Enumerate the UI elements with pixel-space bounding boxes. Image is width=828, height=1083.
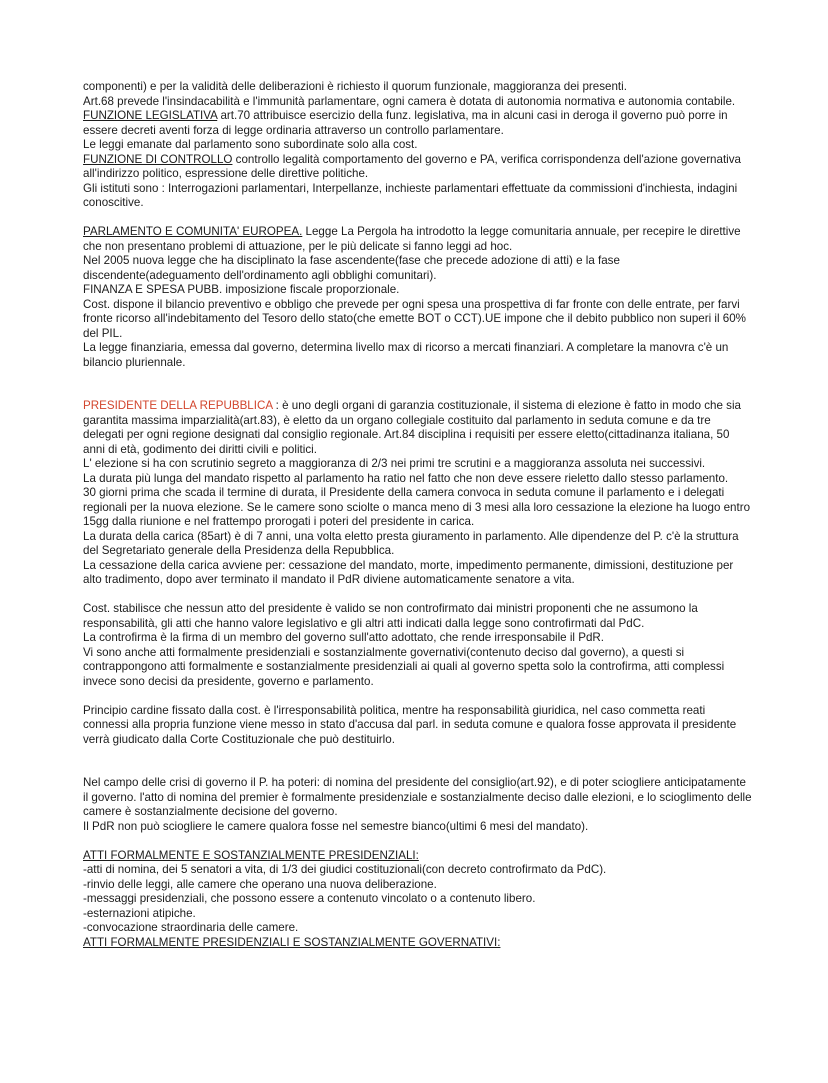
heading-parlamento-ue: PARLAMENTO E COMUNITA' EUROPEA. bbox=[83, 225, 303, 238]
text-funzione-legislativa: art.70 attribuisce esercizio della funz. legislativa, ma in alcuni casi in deroga il governo può porre in essere decreti aventi forza di legge ordinaria attraverso un controllo parlamentare. bbox=[83, 109, 728, 137]
heading-atti-governativi: ATTI FORMALMENTE PRESIDENZIALI E SOSTANZIALMENTE GOVERNATIVI: bbox=[83, 935, 501, 949]
paragraph-controfirma-ministri: Cost. stabilisce che nessun atto del presidente è valido se non controfirmato dai ministri proponenti che ne assumono la responsabilità, gli atti che hanno valore legislativo e gli altri atti indicati dalla legge sono controfirmati dal PdC. bbox=[83, 602, 698, 630]
list-item: -messaggi presidenziali, che possono essere a contenuto vincolato o a contenuto libero. bbox=[83, 892, 536, 905]
document-page bbox=[83, 80, 753, 950]
list-item: -esternazioni atipiche. bbox=[83, 906, 196, 920]
spacer bbox=[83, 747, 753, 776]
paragraph-controfirma: La controfirma è la firma di un membro del governo sull'atto adottato, che rende irresponsabile il PdR. bbox=[83, 631, 604, 644]
paragraph-30-giorni: 30 giorni prima che scada il termine di durata, il Presidente della camera convoca in seduta comune il parlamento e i delegati regionali per la nuova elezione. Se le camere sono sciolte o manca meno di 3 mesi alla loro cessazione la elezione ha luogo entro 15gg dalla riunione e nel frattempo prorogati i poteri del presidente in carica. bbox=[83, 486, 751, 528]
paragraph-atti-presidenziali: Vi sono anche atti formalmente presidenziali e sostanzialmente governativi(contenuto deciso dal governo), a questi si contrappongono atti formalmente e sostanzialmente presidenziali ai quali al governo spetta solo la controfirma, atti complessi invece sono decisi da presidente, governo e parlamento. bbox=[83, 645, 725, 688]
text-funzione-controllo: controllo legalità comportamento del governo e PA, verifica corrispondenza dell'azione governativa all'indirizzo politico, espressione delle direttive politiche. bbox=[83, 152, 741, 180]
paragraph-finanza: FINANZA E SPESA PUBB. imposizione fiscale proporzionale. bbox=[83, 283, 400, 296]
heading-funzione-legislativa: FUNZIONE LEGISLATIVA bbox=[83, 109, 218, 122]
heading-atti-presidenziali: ATTI FORMALMENTE E SOSTANZIALMENTE PRESIDENZIALI: bbox=[83, 848, 419, 862]
paragraph-principio-cardine: Principio cardine fissato dalla cost. è l'irresponsabilità politica, mentre ha responsabilità giuridica, nel caso commetta reati connessi alla propria funzione viene messo in stato d'accusa dal parl. in seduta comune e qualora fosse approvata il presidente verrà giudicato dalla Corte Costituzionale che può destituirlo. bbox=[83, 703, 737, 746]
heading-presidente-repubblica: PRESIDENTE DELLA REPUBBLICA bbox=[83, 399, 273, 412]
paragraph-durata-carica: La durata della carica (85art) è di 7 anni, una volta eletto presta giuramento in parlamento. Alle dipendenze del P. c'è la struttura del Segretariato generale della Presidenza della Repubblica. bbox=[83, 529, 739, 557]
paragraph-crisi-governo: Nel campo delle crisi di governo il P. ha poteri: di nomina del presidente del consiglio(art.92), e di poter sciogliere anticipatamente il governo. l'atto di nomina del premier è formalmente presidenziale e sostanzialmente deciso dalle elezioni, e lo scioglimento delle camere è sostanzialmente decisione del governo. bbox=[83, 776, 752, 818]
spacer bbox=[83, 211, 753, 226]
paragraph-leggi-subordinate: Le leggi emanate dal parlamento sono subordinate solo alla cost. bbox=[83, 138, 418, 151]
text-parlamento-ue: Legge La Pergola ha introdotto la legge comunitaria annuale, per recepire le direttive che non presentano problemi di attuazione, per le più delicate si fanno leggi ad hoc. bbox=[83, 225, 741, 253]
list-item: -rinvio delle leggi, alle camere che operano una nuova deliberazione. bbox=[83, 877, 437, 891]
paragraph-art68: Art.68 prevede l'insindacabilità e l'immunità parlamentare, ogni camera è dotata di autonomia normativa e autonomia contabile. bbox=[83, 94, 736, 108]
spacer bbox=[83, 689, 753, 704]
paragraph-legge-2005: Nel 2005 nuova legge che ha disciplinato la fase ascendente(fase che precede adozione di atti) e la fase discendente(adeguamento dell'ordinamento agli obblighi comunitari). bbox=[83, 254, 620, 282]
paragraph-elezione: L' elezione si ha con scrutinio segreto a maggioranza di 2/3 nei primi tre scrutini e a maggioranza assoluta nei successivi. bbox=[83, 457, 706, 470]
spacer bbox=[83, 588, 753, 603]
spacer bbox=[83, 834, 753, 849]
list-item: -atti di nomina, dei 5 senatori a vita, di 1/3 dei giudici costituzionali(con decreto controfirmato da PdC). bbox=[83, 863, 607, 876]
paragraph-funzione-legislativa bbox=[83, 109, 753, 138]
spacer bbox=[83, 370, 753, 399]
heading-funzione-controllo: FUNZIONE DI CONTROLLO bbox=[83, 152, 233, 166]
list-item: -convocazione straordinaria delle camere. bbox=[83, 921, 299, 934]
paragraph-presidente bbox=[83, 399, 753, 457]
paragraph-semestre-bianco: Il PdR non può sciogliere le camere qualora fosse nel semestre bianco(ultimi 6 mesi del mandato). bbox=[83, 819, 589, 833]
paragraph-istituti: Gli istituti sono : Interrogazioni parlamentari, Interpellanze, inchieste parlamentari effettuate da commissioni d'inchiesta, indagini conoscitive. bbox=[83, 181, 738, 209]
paragraph-legge-finanziaria: La legge finanziaria, emessa dal governo, determina livello max di ricorso a mercati finanziari. A completare la manovra c'è un bilancio pluriennale. bbox=[83, 341, 729, 369]
paragraph-funzione-controllo bbox=[83, 153, 753, 182]
paragraph-bilancio: Cost. dispone il bilancio preventivo e obbligo che prevede per ogni spesa una prospettiva di far fronte con delle entrate, per farvi fronte ricorso all'indebitamento del Tesoro dello stato(che emette BOT o CCT).UE impone che il debito pubblico non superi il 60% del PIL. bbox=[83, 297, 746, 340]
paragraph-durata-mandato: La durata più lunga del mandato rispetto al parlamento ha ratio nel fatto che non deve essere rieletto dallo stesso parlamento. bbox=[83, 471, 729, 485]
paragraph-parlamento-ue bbox=[83, 225, 753, 254]
text-presidente: : è uno degli organi di garanzia costituzionale, il sistema di elezione è fatto in modo che sia garantita massima imparzialità(art.83), è eletto da un organo collegiale costituito dal parlamento in seduta comune e da tre delegati per ogni regione designati dal consiglio regionale. Art.84 disciplina i requisiti per essere eletto(cittadinanza italiana, 50 anni di età, godimento dei diritti civili e politici. bbox=[83, 399, 741, 456]
paragraph-cessazione: La cessazione della carica avviene per: cessazione del mandato, morte, impedimento permanente, dimissioni, destituzione per alto tradimento, dopo aver terminato il mandato il PdR diviene automaticamente senatore a vita. bbox=[83, 558, 734, 586]
paragraph-quorum: componenti) e per la validità delle deliberazioni è richiesto il quorum funzionale, maggioranza dei presenti. bbox=[83, 80, 627, 93]
